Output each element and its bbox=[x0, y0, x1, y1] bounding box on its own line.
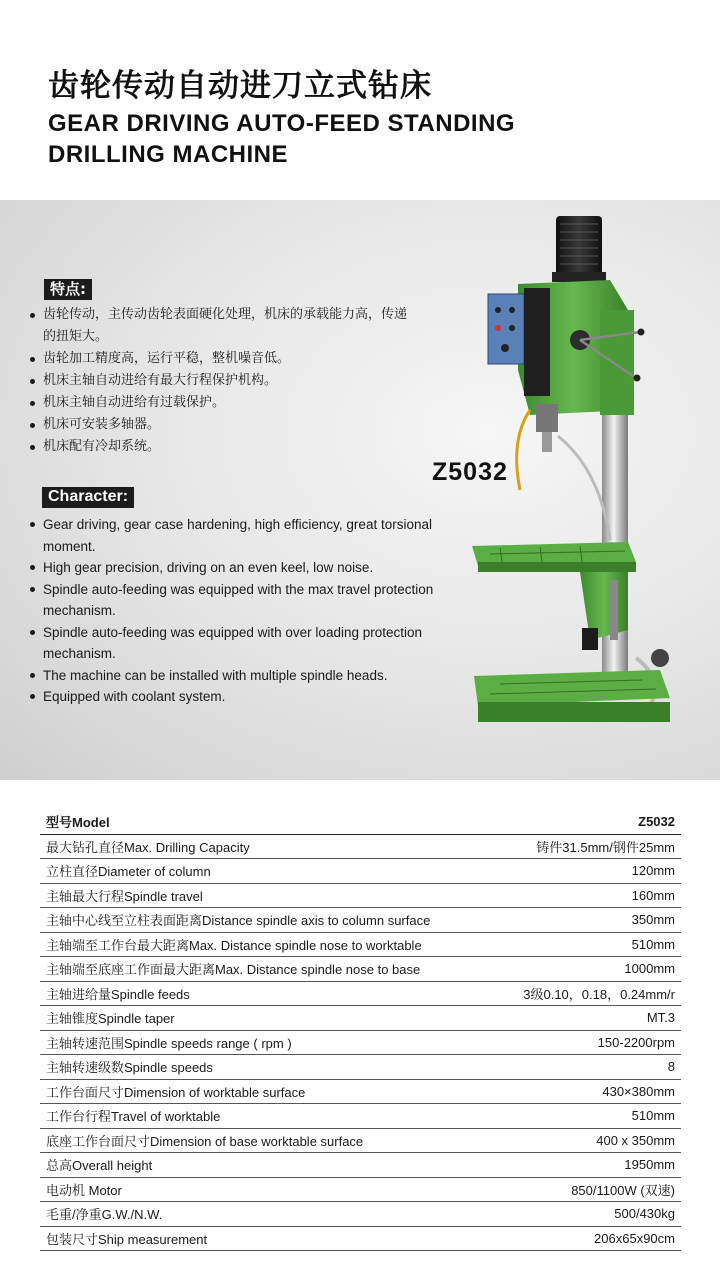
spec-value: 3级0.10，0.18，0.24mm/r bbox=[494, 981, 681, 1006]
list-item: Gear driving, gear case hardening, high efficiency, great torsional moment. bbox=[30, 514, 450, 557]
model-label: Z5032 bbox=[432, 458, 508, 486]
spec-value: 430×380mm bbox=[494, 1079, 681, 1104]
table-row bbox=[40, 1226, 681, 1251]
table-row bbox=[40, 1104, 681, 1129]
list-item: The machine can be installed with multiple spindle heads. bbox=[30, 665, 450, 687]
table-row bbox=[40, 1128, 681, 1153]
spec-value: 1950mm bbox=[494, 1153, 681, 1178]
spec-value: MT.3 bbox=[494, 1006, 681, 1031]
spec-value: 850/1100W (双速) bbox=[494, 1177, 681, 1202]
spec-value: 160mm bbox=[494, 883, 681, 908]
spec-label: 主轴端至工作台最大距离Max. Distance spindle nose to worktable bbox=[40, 932, 494, 957]
spec-value: 500/430kg bbox=[494, 1202, 681, 1227]
spec-label: 工作台行程Travel of worktable bbox=[40, 1104, 494, 1129]
list-item: 齿轮传动，主传动齿轮表面硬化处理，机床的承载能力高，传递的扭矩大。 bbox=[30, 304, 410, 348]
spec-value: 铸件31.5mm/钢件25mm bbox=[494, 834, 681, 859]
table-header-label: 型号Model bbox=[40, 810, 494, 834]
spec-value: 400 x 350mm bbox=[494, 1128, 681, 1153]
list-item: Spindle auto-feeding was equipped with the max travel protection mechanism. bbox=[30, 579, 450, 622]
features-en-list bbox=[30, 514, 450, 708]
table-row bbox=[40, 957, 681, 982]
spec-label: 毛重/净重G.W./N.W. bbox=[40, 1202, 494, 1227]
table-row bbox=[40, 1030, 681, 1055]
spec-value: 1000mm bbox=[494, 957, 681, 982]
spec-label: 主轴中心线至立柱表面距离Distance spindle axis to column surface bbox=[40, 908, 494, 933]
spec-label: 最大钻孔直径Max. Drilling Capacity bbox=[40, 834, 494, 859]
table-row bbox=[40, 908, 681, 933]
table-row bbox=[40, 1153, 681, 1178]
list-item: 机床配有冷却系统。 bbox=[30, 436, 410, 458]
table-row bbox=[40, 1202, 681, 1227]
spec-table bbox=[40, 810, 681, 1251]
spec-label: 电动机 Motor bbox=[40, 1177, 494, 1202]
spec-label: 底座工作台面尺寸Dimension of base worktable surface bbox=[40, 1128, 494, 1153]
spec-label: 总高Overall height bbox=[40, 1153, 494, 1178]
spec-label: 主轴最大行程Spindle travel bbox=[40, 883, 494, 908]
features-en-label: Character: bbox=[42, 487, 134, 508]
table-header-value: Z5032 bbox=[494, 810, 681, 834]
table-header-row bbox=[40, 810, 681, 834]
spec-value: 8 bbox=[494, 1055, 681, 1080]
spec-label: 主轴转速级数Spindle speeds bbox=[40, 1055, 494, 1080]
table-row bbox=[40, 932, 681, 957]
spec-label: 工作台面尺寸Dimension of worktable surface bbox=[40, 1079, 494, 1104]
features-cn-list bbox=[30, 304, 410, 458]
spec-label: 包装尺寸Ship measurement bbox=[40, 1226, 494, 1251]
spec-value: 206x65x90cm bbox=[494, 1226, 681, 1251]
table-row bbox=[40, 1055, 681, 1080]
table-row bbox=[40, 1079, 681, 1104]
spec-value: 510mm bbox=[494, 1104, 681, 1129]
page-title-chinese: 齿轮传动自动进刀立式钻床 bbox=[48, 68, 432, 104]
drilling-machine-image bbox=[460, 210, 690, 730]
header bbox=[0, 0, 720, 200]
spec-value: 350mm bbox=[494, 908, 681, 933]
spec-value: 120mm bbox=[494, 859, 681, 884]
list-item: High gear precision, driving on an even keel, low noise. bbox=[30, 557, 450, 579]
list-item: 机床可安装多轴器。 bbox=[30, 414, 410, 436]
feature-panel bbox=[0, 200, 720, 780]
features-cn-label: 特点: bbox=[44, 279, 92, 300]
list-item: 齿轮加工精度高，运行平稳，整机噪音低。 bbox=[30, 348, 410, 370]
table-row bbox=[40, 834, 681, 859]
list-item: 机床主轴自动进给有过载保护。 bbox=[30, 392, 410, 414]
table-row bbox=[40, 883, 681, 908]
spec-label: 主轴转速范围Spindle speeds range ( rpm ) bbox=[40, 1030, 494, 1055]
table-row bbox=[40, 859, 681, 884]
page-title-english: GEAR DRIVING AUTO-FEED STANDING DRILLING MACHINE bbox=[48, 110, 516, 168]
table-row bbox=[40, 1177, 681, 1202]
table-row bbox=[40, 1006, 681, 1031]
list-item: 机床主轴自动进给有最大行程保护机构。 bbox=[30, 370, 410, 392]
spec-value: 510mm bbox=[494, 932, 681, 957]
table-row bbox=[40, 981, 681, 1006]
spec-value: 150-2200rpm bbox=[494, 1030, 681, 1055]
spec-label: 主轴端至底座工作面最大距离Max. Distance spindle nose to base bbox=[40, 957, 494, 982]
spec-label: 主轴锥度Spindle taper bbox=[40, 1006, 494, 1031]
spec-label: 主轴进给量Spindle feeds bbox=[40, 981, 494, 1006]
list-item: Spindle auto-feeding was equipped with over loading protection mechanism. bbox=[30, 622, 450, 665]
list-item: Equipped with coolant system. bbox=[30, 686, 450, 708]
spec-label: 立柱直径Diameter of column bbox=[40, 859, 494, 884]
